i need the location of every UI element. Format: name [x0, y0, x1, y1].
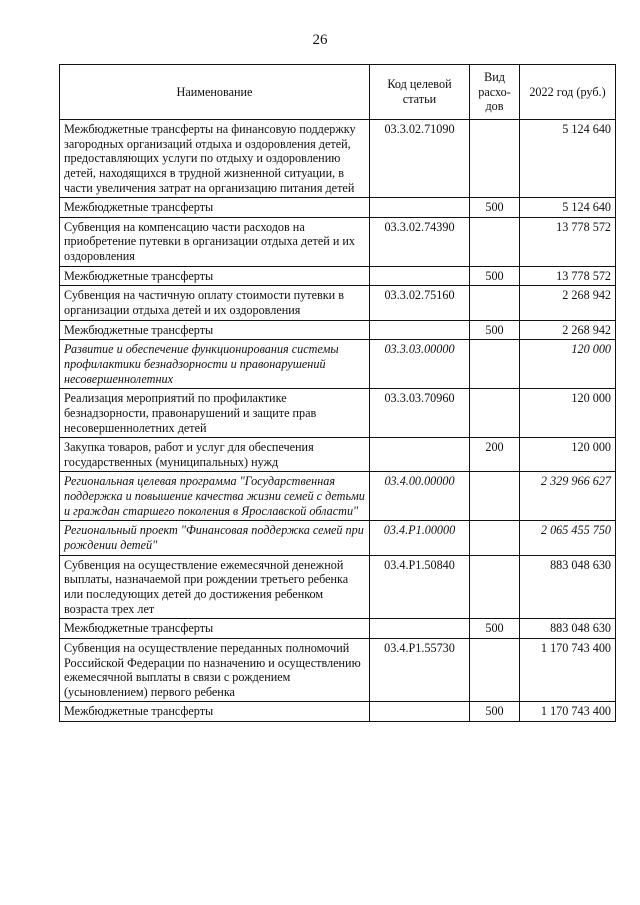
cell-name: Субвенция на компенсацию части расходов на приобретение путевки в организации отдыха детей и их оздоровления [60, 217, 370, 266]
table-row [60, 555, 616, 619]
cell-name: Закупка товаров, работ и услуг для обеспечения государственных (муниципальных) нужд [60, 438, 370, 472]
cell-kind [470, 389, 520, 438]
cell-sum: 120 000 [520, 389, 616, 438]
cell-code [370, 702, 470, 722]
cell-name: Региональная целевая программа "Государственная поддержка и повышение качества жизни семей с детьми и граждан старшего поколения в Ярославской области" [60, 472, 370, 521]
cell-kind [470, 555, 520, 619]
cell-name: Субвенция на осуществление ежемесячной денежной выплаты, назначаемой при рождении третьего ребенка или последующих детей до достижения ребенком возраста трех лет [60, 555, 370, 619]
cell-code: 03.4.P1.00000 [370, 521, 470, 555]
table-row [60, 702, 616, 722]
table-header-row [60, 65, 616, 120]
cell-name: Региональный проект "Финансовая поддержка семей при рождении детей" [60, 521, 370, 555]
cell-name: Развитие и обеспечение функционирования системы профилактики безнадзорности и правонарушений несовершеннолетних [60, 340, 370, 389]
header-name: Наименование [60, 65, 370, 120]
cell-name: Реализация мероприятий по профилактике безнадзорности, правонарушений и защите прав несовершеннолетних детей [60, 389, 370, 438]
cell-kind [470, 638, 520, 702]
header-code: Код целевой статьи [370, 65, 470, 120]
cell-code: 03.3.02.74390 [370, 217, 470, 266]
cell-code: 03.4.P1.55730 [370, 638, 470, 702]
cell-code [370, 619, 470, 639]
table-row [60, 438, 616, 472]
table-row [60, 198, 616, 218]
cell-kind: 500 [470, 619, 520, 639]
cell-code: 03.3.02.71090 [370, 120, 470, 198]
cell-sum: 13 778 572 [520, 266, 616, 286]
table-row [60, 521, 616, 555]
cell-kind [470, 340, 520, 389]
cell-code: 03.3.03.70960 [370, 389, 470, 438]
cell-kind [470, 120, 520, 198]
cell-kind [470, 521, 520, 555]
cell-name: Межбюджетные трансферты [60, 266, 370, 286]
cell-name: Субвенция на частичную оплату стоимости путевки в организации отдыха детей и их оздоровления [60, 286, 370, 320]
table-row [60, 389, 616, 438]
cell-code [370, 198, 470, 218]
cell-sum: 120 000 [520, 438, 616, 472]
cell-sum: 2 268 942 [520, 286, 616, 320]
cell-name: Межбюджетные трансферты [60, 702, 370, 722]
table-row [60, 266, 616, 286]
cell-kind [470, 217, 520, 266]
table-row [60, 320, 616, 340]
cell-name: Межбюджетные трансферты на финансовую поддержку загородных организаций отдыха и оздоровления детей, предоставляющих услуги по отдыху и оздоровлению детей, находящихся в трудной жизненной ситуации, в части увеличения затрат на организацию питания детей [60, 120, 370, 198]
cell-sum: 5 124 640 [520, 120, 616, 198]
cell-name: Межбюджетные трансферты [60, 320, 370, 340]
cell-sum: 2 268 942 [520, 320, 616, 340]
table-row [60, 619, 616, 639]
cell-kind: 500 [470, 198, 520, 218]
cell-kind: 500 [470, 266, 520, 286]
table-row [60, 286, 616, 320]
cell-kind [470, 472, 520, 521]
cell-name: Межбюджетные трансферты [60, 198, 370, 218]
table-body [60, 120, 616, 722]
table-row [60, 472, 616, 521]
cell-sum: 5 124 640 [520, 198, 616, 218]
table-row [60, 340, 616, 389]
cell-sum: 883 048 630 [520, 555, 616, 619]
header-kind: Вид расхо-дов [470, 65, 520, 120]
cell-kind: 200 [470, 438, 520, 472]
cell-code: 03.3.02.75160 [370, 286, 470, 320]
budget-table [59, 64, 616, 722]
header-sum: 2022 год (руб.) [520, 65, 616, 120]
cell-sum: 13 778 572 [520, 217, 616, 266]
cell-sum: 1 170 743 400 [520, 638, 616, 702]
page-number: 26 [312, 32, 328, 48]
cell-kind: 500 [470, 702, 520, 722]
cell-name: Субвенция на осуществление переданных полномочий Российской Федерации по назначению и осуществлению ежемесячной выплаты в связи с рождением (усыновлением) первого ребенка [60, 638, 370, 702]
cell-code: 03.4.P1.50840 [370, 555, 470, 619]
table-row [60, 217, 616, 266]
cell-code: 03.4.00.00000 [370, 472, 470, 521]
table-row [60, 120, 616, 198]
cell-sum: 2 065 455 750 [520, 521, 616, 555]
table-row [60, 638, 616, 702]
cell-name: Межбюджетные трансферты [60, 619, 370, 639]
cell-sum: 120 000 [520, 340, 616, 389]
cell-sum: 2 329 966 627 [520, 472, 616, 521]
cell-code: 03.3.03.00000 [370, 340, 470, 389]
cell-kind: 500 [470, 320, 520, 340]
cell-kind [470, 286, 520, 320]
cell-sum: 883 048 630 [520, 619, 616, 639]
cell-code [370, 266, 470, 286]
cell-code [370, 438, 470, 472]
cell-sum: 1 170 743 400 [520, 702, 616, 722]
cell-code [370, 320, 470, 340]
